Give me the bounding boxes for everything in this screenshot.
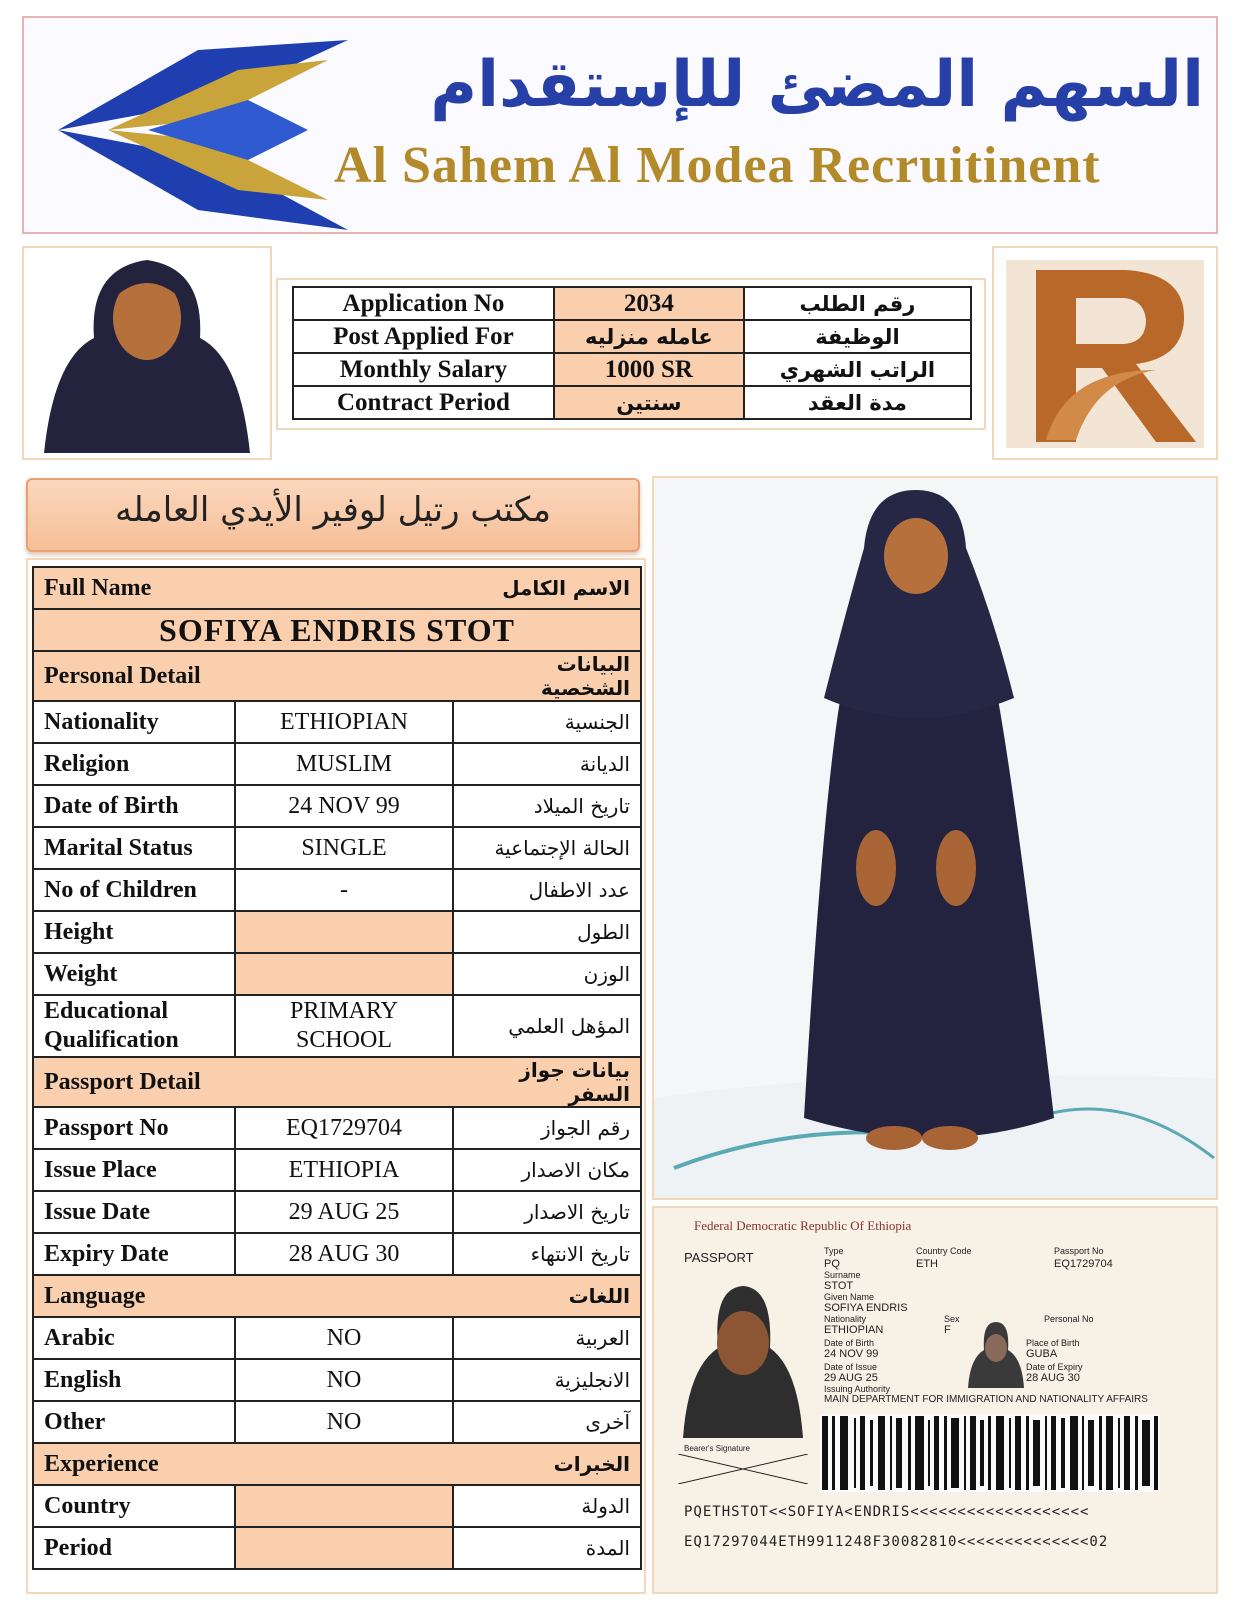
company-header [22,16,1218,234]
row-label: Issue Place [33,1149,235,1191]
section-title-ar: بيانات جواز السفر [453,1057,641,1107]
row-value: 24 NOV 99 [235,785,453,827]
passport-expiry-date: 28 AUG 30 [1026,1372,1080,1384]
section-title: Language [33,1275,453,1317]
field-label: Country Code [916,1246,972,1256]
table-row [293,353,971,386]
row-value: ETHIOPIAN [235,701,453,743]
row-label: Expiry Date [33,1233,235,1275]
mrz-line-2: EQ17297044ETH9911248F30082810<<<<<<<<<<<<<<02 [684,1534,1109,1550]
row-value: - [235,869,453,911]
passport-header: Federal Democratic Republic Of Ethiopia [694,1218,912,1233]
application-no-value: 2034 [554,287,744,320]
table-row [33,1401,641,1443]
section-title: Passport Detail [33,1057,453,1107]
experience-header [33,1443,641,1485]
row-label-ar: مكان الاصدار [453,1149,641,1191]
passport-sex: F [944,1324,951,1336]
passport-detail-header [33,1057,641,1107]
field-label: Given Name [824,1292,875,1302]
field-label: Date of Expiry [1026,1362,1083,1372]
signature-cross-icon [678,1454,808,1484]
field-label: Sex [944,1314,960,1324]
section-title: Experience [33,1443,453,1485]
applicant-details [26,558,646,1594]
table-row [33,1359,641,1401]
table-row [33,1485,641,1527]
company-name-english: Al Sahem Al Modea Recruitinent [334,137,1101,194]
monthly-salary-label-ar: الراتب الشهري [744,353,971,386]
table-row [33,1149,641,1191]
row-label-ar: الحالة الإجتماعية [453,827,641,869]
passport-issue-date: 29 AUG 25 [824,1372,878,1384]
row-label: Educational Qualification [33,995,235,1057]
row-label: No of Children [33,869,235,911]
row-value [235,1485,453,1527]
table-row [33,995,641,1057]
field-label: Type [824,1246,844,1256]
field-label: Surname [824,1270,861,1280]
row-label-ar: الدولة [453,1485,641,1527]
row-label-ar: عدد الاطفال [453,869,641,911]
row-label: Issue Date [33,1191,235,1233]
row-value [235,911,453,953]
personal-detail-header [33,651,641,701]
row-label-ar: الانجليزية [453,1359,641,1401]
agency-name: مكتب رتيل لوفير الأيدي العامله [115,490,551,530]
table-row [33,785,641,827]
contract-period-label-ar: مدة العقد [744,386,971,419]
barcode-icon [820,1414,1160,1492]
row-label-ar: المؤهل العلمي [453,995,641,1057]
field-label: Issuing Authority [824,1384,891,1394]
row-value: SINGLE [235,827,453,869]
row-value: ETHIOPIA [235,1149,453,1191]
table-row [33,911,641,953]
passport-authority: MAIN DEPARTMENT FOR IMMIGRATION AND NATIONALITY AFFAIRS [824,1394,1148,1405]
row-label-ar: تاريخ الميلاد [453,785,641,827]
row-value: NO [235,1359,453,1401]
field-label: Place of Birth [1026,1338,1080,1348]
applicant-photo-portrait [22,246,272,460]
table-row [33,1233,641,1275]
full-name-row [33,609,641,651]
row-label-ar: الطول [453,911,641,953]
row-label: Other [33,1401,235,1443]
row-value: EQ1729704 [235,1107,453,1149]
section-title-ar: الخبرات [453,1443,641,1485]
table-row [33,1317,641,1359]
table-row [33,1527,641,1569]
application-summary [276,278,986,430]
passport-photo-icon [678,1278,808,1438]
full-name-value: SOFIYA ENDRIS STOT [33,609,641,651]
table-row [33,827,641,869]
post-applied-value: عامله منزليه [554,320,744,353]
table-row [33,1191,641,1233]
company-name-arabic: السهم المضئ للإستقدام [430,48,1204,122]
passport-scan [652,1206,1218,1594]
office-logo [992,246,1218,460]
row-label-ar: العربية [453,1317,641,1359]
row-label-ar: رقم الجواز [453,1107,641,1149]
section-title-ar: اللغات [453,1275,641,1317]
post-applied-label-ar: الوظيفة [744,320,971,353]
monthly-salary-label: Monthly Salary [293,353,554,386]
row-label: Passport No [33,1107,235,1149]
table-row [33,743,641,785]
company-logo-arrow-icon [48,30,348,230]
row-label-ar: آخرى [453,1401,641,1443]
passport-surname: STOT [824,1280,854,1292]
table-row [293,320,971,353]
row-label: Period [33,1527,235,1569]
language-header [33,1275,641,1317]
row-value: PRIMARY SCHOOL [235,995,453,1057]
row-value: 29 AUG 25 [235,1191,453,1233]
row-value [235,1527,453,1569]
field-label: Date of Birth [824,1338,875,1348]
row-label: Weight [33,953,235,995]
passport-nationality: ETHIOPIAN [824,1324,884,1336]
full-name-label: Full Name [33,567,453,609]
row-value: NO [235,1401,453,1443]
passport-number: EQ1729704 [1054,1258,1113,1270]
row-label-ar: تاريخ الانتهاء [453,1233,641,1275]
row-label: Religion [33,743,235,785]
row-label-ar: المدة [453,1527,641,1569]
row-label-ar: الديانة [453,743,641,785]
row-value: 28 AUG 30 [235,1233,453,1275]
row-value [235,953,453,995]
post-applied-label: Post Applied For [293,320,554,353]
monthly-salary-value: 1000 SR [554,353,744,386]
full-name-label-ar: الاسم الكامل [453,567,641,609]
table-row [33,701,641,743]
row-label: Country [33,1485,235,1527]
section-title-ar: البيانات الشخصية [453,651,641,701]
section-title: Personal Detail [33,651,453,701]
table-row [33,869,641,911]
row-label: Arabic [33,1317,235,1359]
passport-given-name: SOFIYA ENDRIS [824,1302,908,1314]
table-row [33,953,641,995]
table-row [293,287,971,320]
table-row [293,386,971,419]
applicant-photo-full-body [652,476,1218,1200]
passport-country-code: ETH [916,1258,938,1270]
passport-pob: GUBA [1026,1348,1058,1360]
field-label: Personal No [1044,1314,1094,1324]
passport-ghost-photo-icon [966,1318,1026,1388]
row-label-ar: الوزن [453,953,641,995]
r-logo-icon [1006,260,1204,448]
signature-label: Bearer's Signature [684,1444,751,1453]
row-label: Marital Status [33,827,235,869]
row-label: Date of Birth [33,785,235,827]
field-label: Passport No [1054,1246,1104,1256]
row-label: English [33,1359,235,1401]
full-name-header-row [33,567,641,609]
field-label: Nationality [824,1314,867,1324]
application-no-label: Application No [293,287,554,320]
passport-dob: 24 NOV 99 [824,1348,879,1360]
agency-banner [26,478,640,552]
row-label-ar: الجنسية [453,701,641,743]
contract-period-value: سنتين [554,386,744,419]
application-no-label-ar: رقم الطلب [744,287,971,320]
row-label: Nationality [33,701,235,743]
row-value: NO [235,1317,453,1359]
row-label-ar: تاريخ الاصدار [453,1191,641,1233]
mrz-line-1: PQETHSTOT<<SOFIYA<ENDRIS<<<<<<<<<<<<<<<<<<< [684,1504,1090,1520]
field-label: Date of Issue [824,1362,878,1372]
row-value: MUSLIM [235,743,453,785]
passport-doc-label: PASSPORT [684,1250,754,1265]
table-row [33,1107,641,1149]
row-label: Height [33,911,235,953]
contract-period-label: Contract Period [293,386,554,419]
passport-type: PQ [824,1258,840,1270]
